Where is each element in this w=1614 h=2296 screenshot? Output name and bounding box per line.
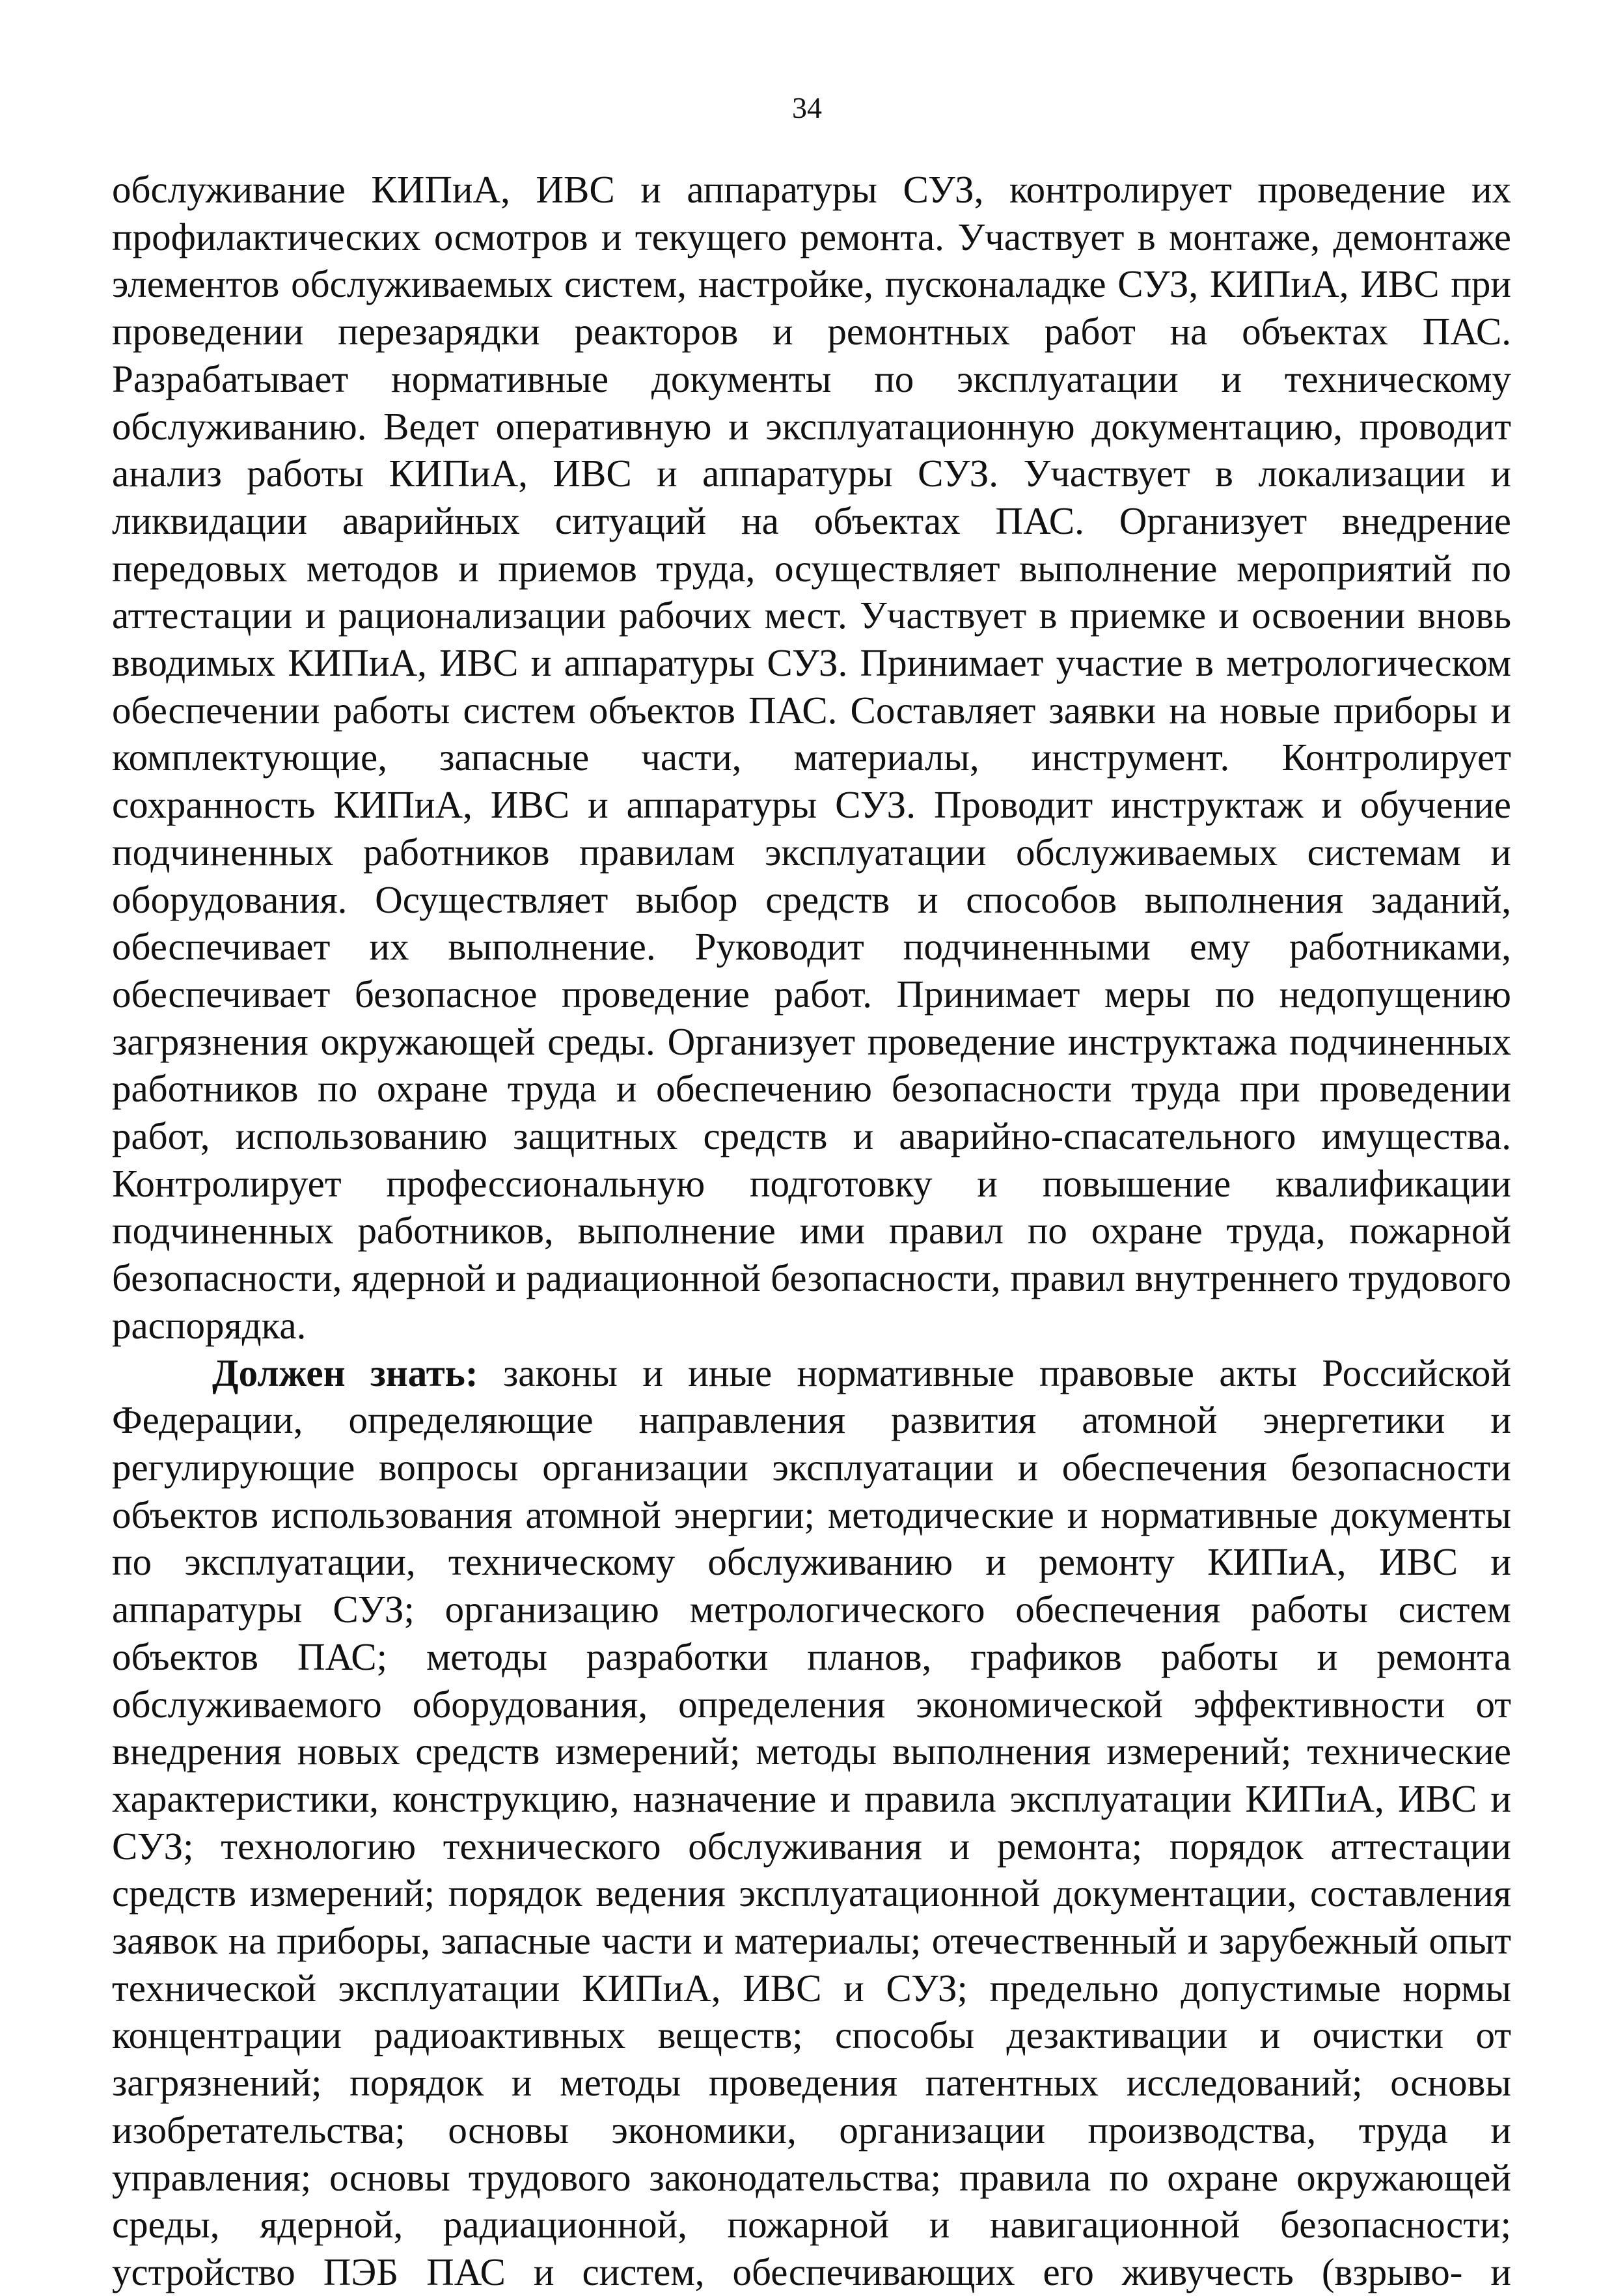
- text-line: сохранность КИПиА, ИВС и аппаратуры СУЗ. Проводит инструктаж и обучение: [112, 783, 1511, 827]
- text-line: безопасности, ядерной и радиационной безопасности, правил внутреннего трудового: [112, 1256, 1511, 1300]
- text-line: элементов обслуживаемых систем, настройке, пусконаладке СУЗ, КИПиА, ИВС при: [112, 262, 1511, 306]
- paragraph-must-know: [112, 1349, 1511, 2296]
- text-line: объектов использования атомной энергии; методические и нормативные документы: [112, 1493, 1511, 1536]
- text-line: среды, ядерной, радиационной, пожарной и навигационной безопасности;: [112, 2203, 1511, 2247]
- text-line: вводимых КИПиА, ИВС и аппаратуры СУЗ. Принимает участие в метрологическом: [112, 641, 1511, 685]
- text-line: ликвидации аварийных ситуаций на объектах ПАС. Организует внедрение: [112, 499, 1511, 542]
- text-line: аппаратуры СУЗ; организацию метрологического обеспечения работы систем: [112, 1588, 1511, 1631]
- text-line: обеспечивает безопасное проведение работ. Принимает меры по недопущению: [112, 972, 1511, 1016]
- text-line: технической эксплуатации КИПиА, ИВС и СУЗ; предельно допустимые нормы: [112, 1966, 1511, 2010]
- text-line: средств измерений; порядок ведения эксплуатационной документации, составления: [112, 1872, 1511, 1915]
- text-line: оборудования. Осуществляет выбор средств и способов выполнения заданий,: [112, 878, 1511, 921]
- must-know-heading: Должен знать:: [212, 1351, 478, 1394]
- text-line: внедрения новых средств измерений; методы выполнения измерений; технические: [112, 1730, 1511, 1773]
- text-line: обеспечивает их выполнение. Руководит подчиненными ему работниками,: [112, 925, 1511, 969]
- text-line: профилактических осмотров и текущего ремонта. Участвует в монтаже, демонтаже: [112, 215, 1511, 258]
- text-line: объектов ПАС; методы разработки планов, графиков работы и ремонта: [112, 1635, 1511, 1678]
- text-line: устройство ПЭБ ПАС и систем, обеспечивающих его живучесть (взрыво- и: [112, 2250, 1511, 2293]
- text-line: загрязнений; порядок и методы проведения патентных исследований; основы: [112, 2061, 1511, 2105]
- text-line: подчиненных работников, выполнение ими правил по охране труда, пожарной: [112, 1209, 1511, 1252]
- text-line: распорядка.: [112, 1303, 307, 1347]
- text-line: загрязнения окружающей среды. Организует проведение инструктажа подчиненных: [112, 1019, 1511, 1063]
- text-line: изобретательства; основы экономики, организации производства, труда и: [112, 2108, 1511, 2151]
- text-line: передовых методов и приемов труда, осуществляет выполнение мероприятий по: [112, 546, 1511, 590]
- text-line: проведении перезарядки реакторов и ремонтных работ на объектах ПАС.: [112, 310, 1511, 353]
- text-line: обслуживанию. Ведет оперативную и эксплуатационную документацию, проводит: [112, 404, 1511, 448]
- paragraph-first-line: [112, 1349, 1511, 1397]
- document-body: [112, 166, 1511, 2296]
- text-line: обслуживание КИПиА, ИВС и аппаратуры СУЗ, контролирует проведение их: [112, 168, 1511, 211]
- paragraph-duties: [112, 166, 1511, 1349]
- first-line-text: законы и иные нормативные правовые акты Российской: [502, 1351, 1512, 1394]
- text-line: комплектующие, запасные части, материалы, инструмент. Контролирует: [112, 736, 1511, 779]
- text-line: Разрабатывает нормативные документы по эксплуатации и техническому: [112, 357, 1511, 400]
- text-line: характеристики, конструкцию, назначение и правила эксплуатации КИПиА, ИВС и: [112, 1777, 1511, 1820]
- text-line: анализ работы КИПиА, ИВС и аппаратуры СУЗ. Участвует в локализации и: [112, 452, 1511, 495]
- text-line: управления; основы трудового законодательства; правила по охране окружающей: [112, 2155, 1511, 2199]
- text-line: Контролирует профессиональную подготовку и повышение квалификации: [112, 1161, 1511, 1205]
- text-line: концентрации радиоактивных веществ; способы дезактивации и очистки от: [112, 2013, 1511, 2057]
- text-line: работ, использованию защитных средств и аварийно-спасательного имущества.: [112, 1114, 1511, 1158]
- text-line: по эксплуатации, техническому обслуживанию и ремонту КИПиА, ИВС и: [112, 1540, 1511, 1584]
- text-line: Федерации, определяющие направления развития атомной энергетики и: [112, 1398, 1511, 1442]
- text-line: обслуживаемого оборудования, определения экономической эффективности от: [112, 1682, 1511, 1726]
- text-line: регулирующие вопросы организации эксплуатации и обеспечения безопасности: [112, 1445, 1511, 1489]
- text-line: заявок на приборы, запасные части и материалы; отечественный и зарубежный опыт: [112, 1919, 1511, 1963]
- text-line: обеспечении работы систем объектов ПАС. Составляет заявки на новые приборы и: [112, 688, 1511, 732]
- text-line: подчиненных работников правилам эксплуатации обслуживаемых системам и: [112, 830, 1511, 874]
- text-line: СУЗ; технологию технического обслуживания и ремонта; порядок аттестации: [112, 1824, 1511, 1868]
- text-line: работников по охране труда и обеспечению безопасности труда при проведении: [112, 1067, 1511, 1111]
- text-line: аттестации и рационализации рабочих мест. Участвует в приемке и освоении вновь: [112, 594, 1511, 637]
- page-number: 34: [792, 91, 822, 124]
